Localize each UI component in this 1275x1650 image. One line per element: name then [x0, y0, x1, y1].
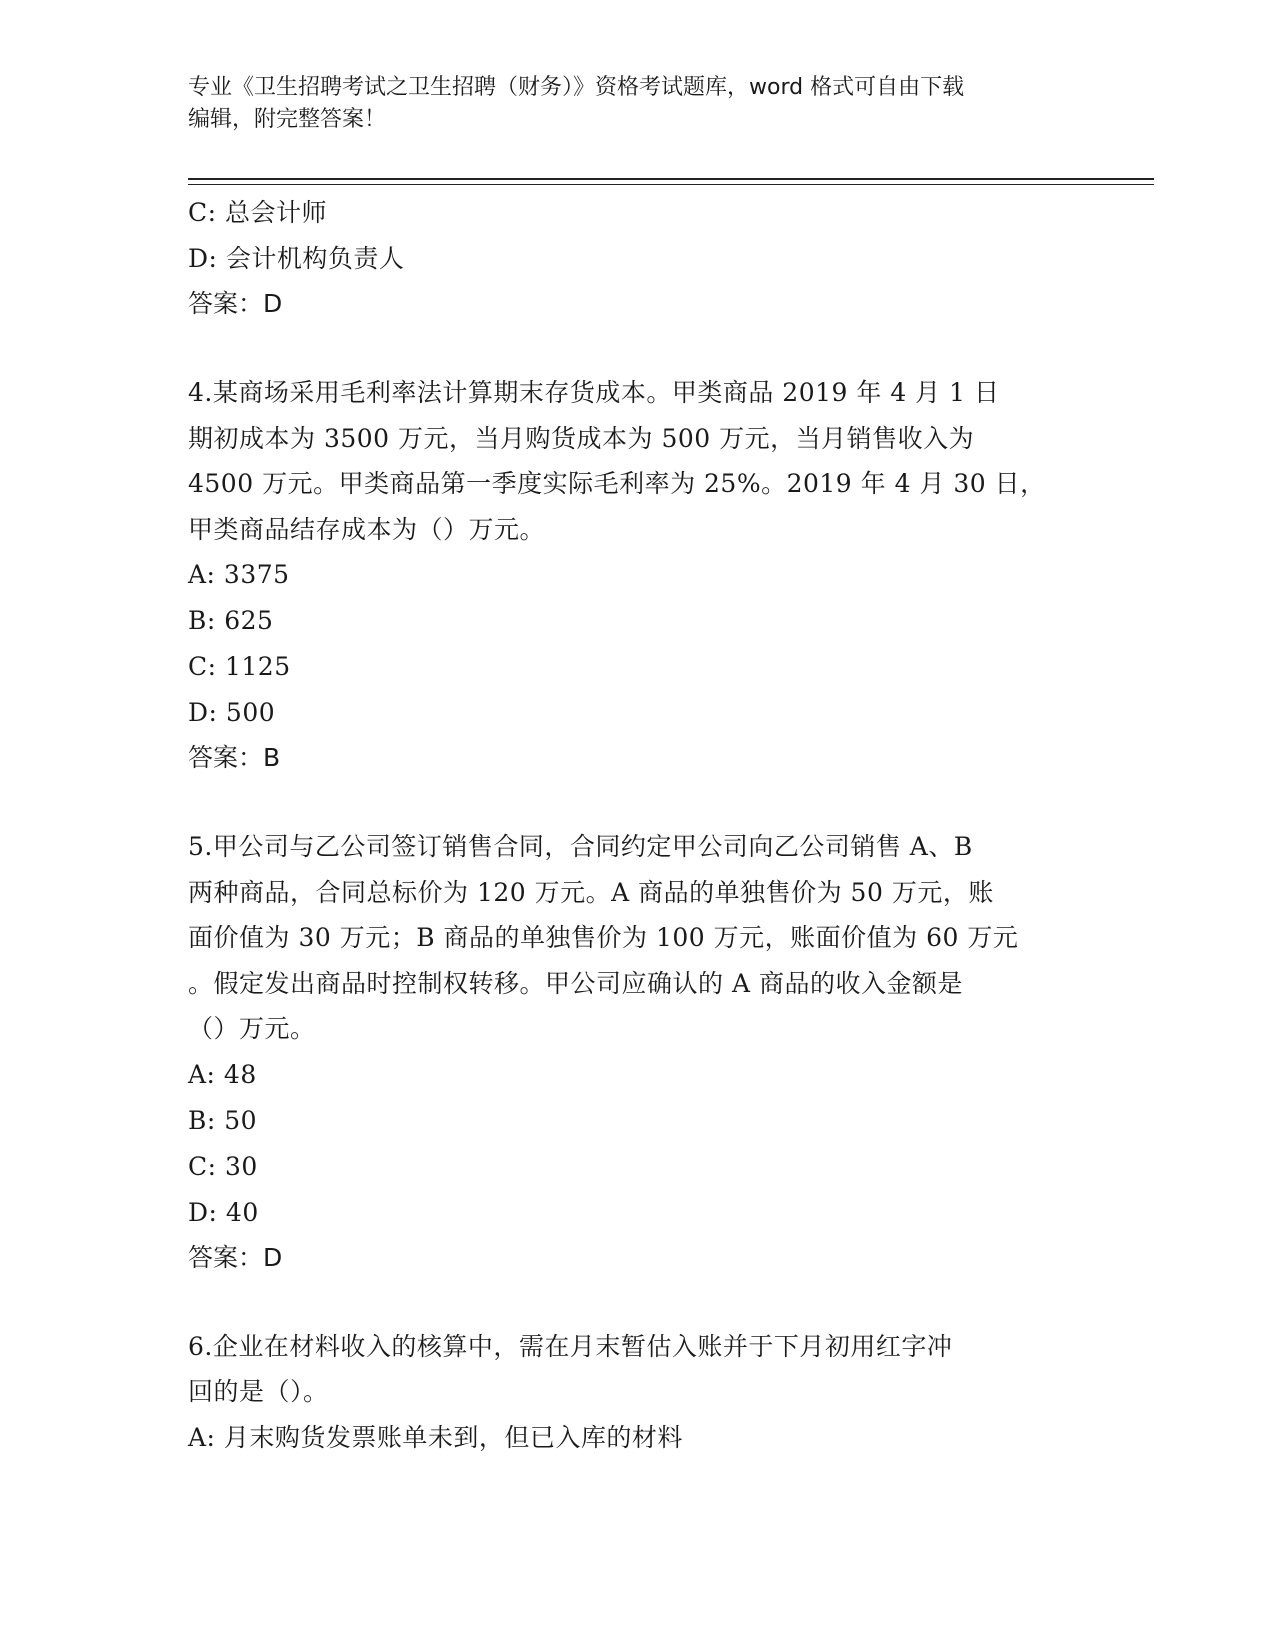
question-text	[188, 370, 1088, 552]
question-text	[188, 824, 1088, 1052]
header-rule-thick	[188, 178, 1154, 180]
option-a: A: 48	[188, 1059, 257, 1089]
option-a: A: 3375	[188, 560, 290, 589]
header-line-2: 编辑，附完整答案！	[188, 107, 387, 132]
header-line-1: 专业《卫生招聘考试之卫生招聘（财务）》资格考试题库，word 格式可自由下载	[188, 75, 965, 100]
question-text	[188, 1324, 1088, 1415]
option-b: B: 50	[188, 1105, 258, 1135]
question-line: 面价值为 30 万元；B 商品的单独售价为 100 万元，账面价值为 60 万元	[188, 923, 1019, 952]
question-line: 期初成本为 3500 万元，当月购货成本为 500 万元，当月销售收入为	[188, 423, 975, 453]
option-c: C: 总会计师	[188, 198, 327, 227]
spacer	[188, 1280, 1088, 1324]
option-b: B: 625	[188, 606, 274, 635]
option-d: D: 40	[188, 1197, 259, 1227]
option-a: A: 月末购货发票账单未到，但已入库的材料	[188, 1422, 683, 1452]
document-header	[188, 72, 1088, 136]
question-line: 4.某商场采用毛利率法计算期末存货成本。甲类商品 2019 年 4 月 1 日	[188, 378, 1000, 407]
question-line: （）万元。	[188, 1014, 316, 1043]
question-line: 5.甲公司与乙公司签订销售合同，合同约定甲公司向乙公司销售 A、B	[188, 832, 973, 861]
header-rule-thin	[188, 184, 1154, 185]
question-line: 6.企业在材料收入的核算中，需在月末暂估入账并于下月初用红字冲	[188, 1331, 953, 1361]
document-body	[188, 190, 1088, 1461]
question-line: 回的是（）。	[188, 1377, 329, 1406]
option-c: C: 30	[188, 1151, 258, 1181]
question-line: 4500 万元。甲类商品第一季度实际毛利率为 25%。2019 年 4 月 30 日，	[188, 469, 1046, 498]
option-c: C: 1125	[188, 652, 291, 681]
question-3-tail	[188, 190, 1088, 326]
question-line: 。假定发出商品时控制权转移。甲公司应确认的 A 商品的收入金额是	[188, 968, 963, 998]
option-d: D: 500	[188, 698, 276, 727]
answer: 答案：D	[188, 289, 283, 318]
answer: 答案：B	[188, 743, 281, 772]
question-4	[188, 370, 1088, 780]
question-line: 两种商品，合同总标价为 120 万元。A 商品的单独售价为 50 万元，账	[188, 877, 994, 907]
answer: 答案：D	[188, 1242, 283, 1272]
spacer	[188, 780, 1088, 824]
question-5	[188, 824, 1088, 1280]
spacer	[188, 326, 1088, 370]
question-line: 甲类商品结存成本为（）万元。	[188, 514, 546, 544]
question-6	[188, 1324, 1088, 1461]
option-d: D: 会计机构负责人	[188, 244, 405, 273]
